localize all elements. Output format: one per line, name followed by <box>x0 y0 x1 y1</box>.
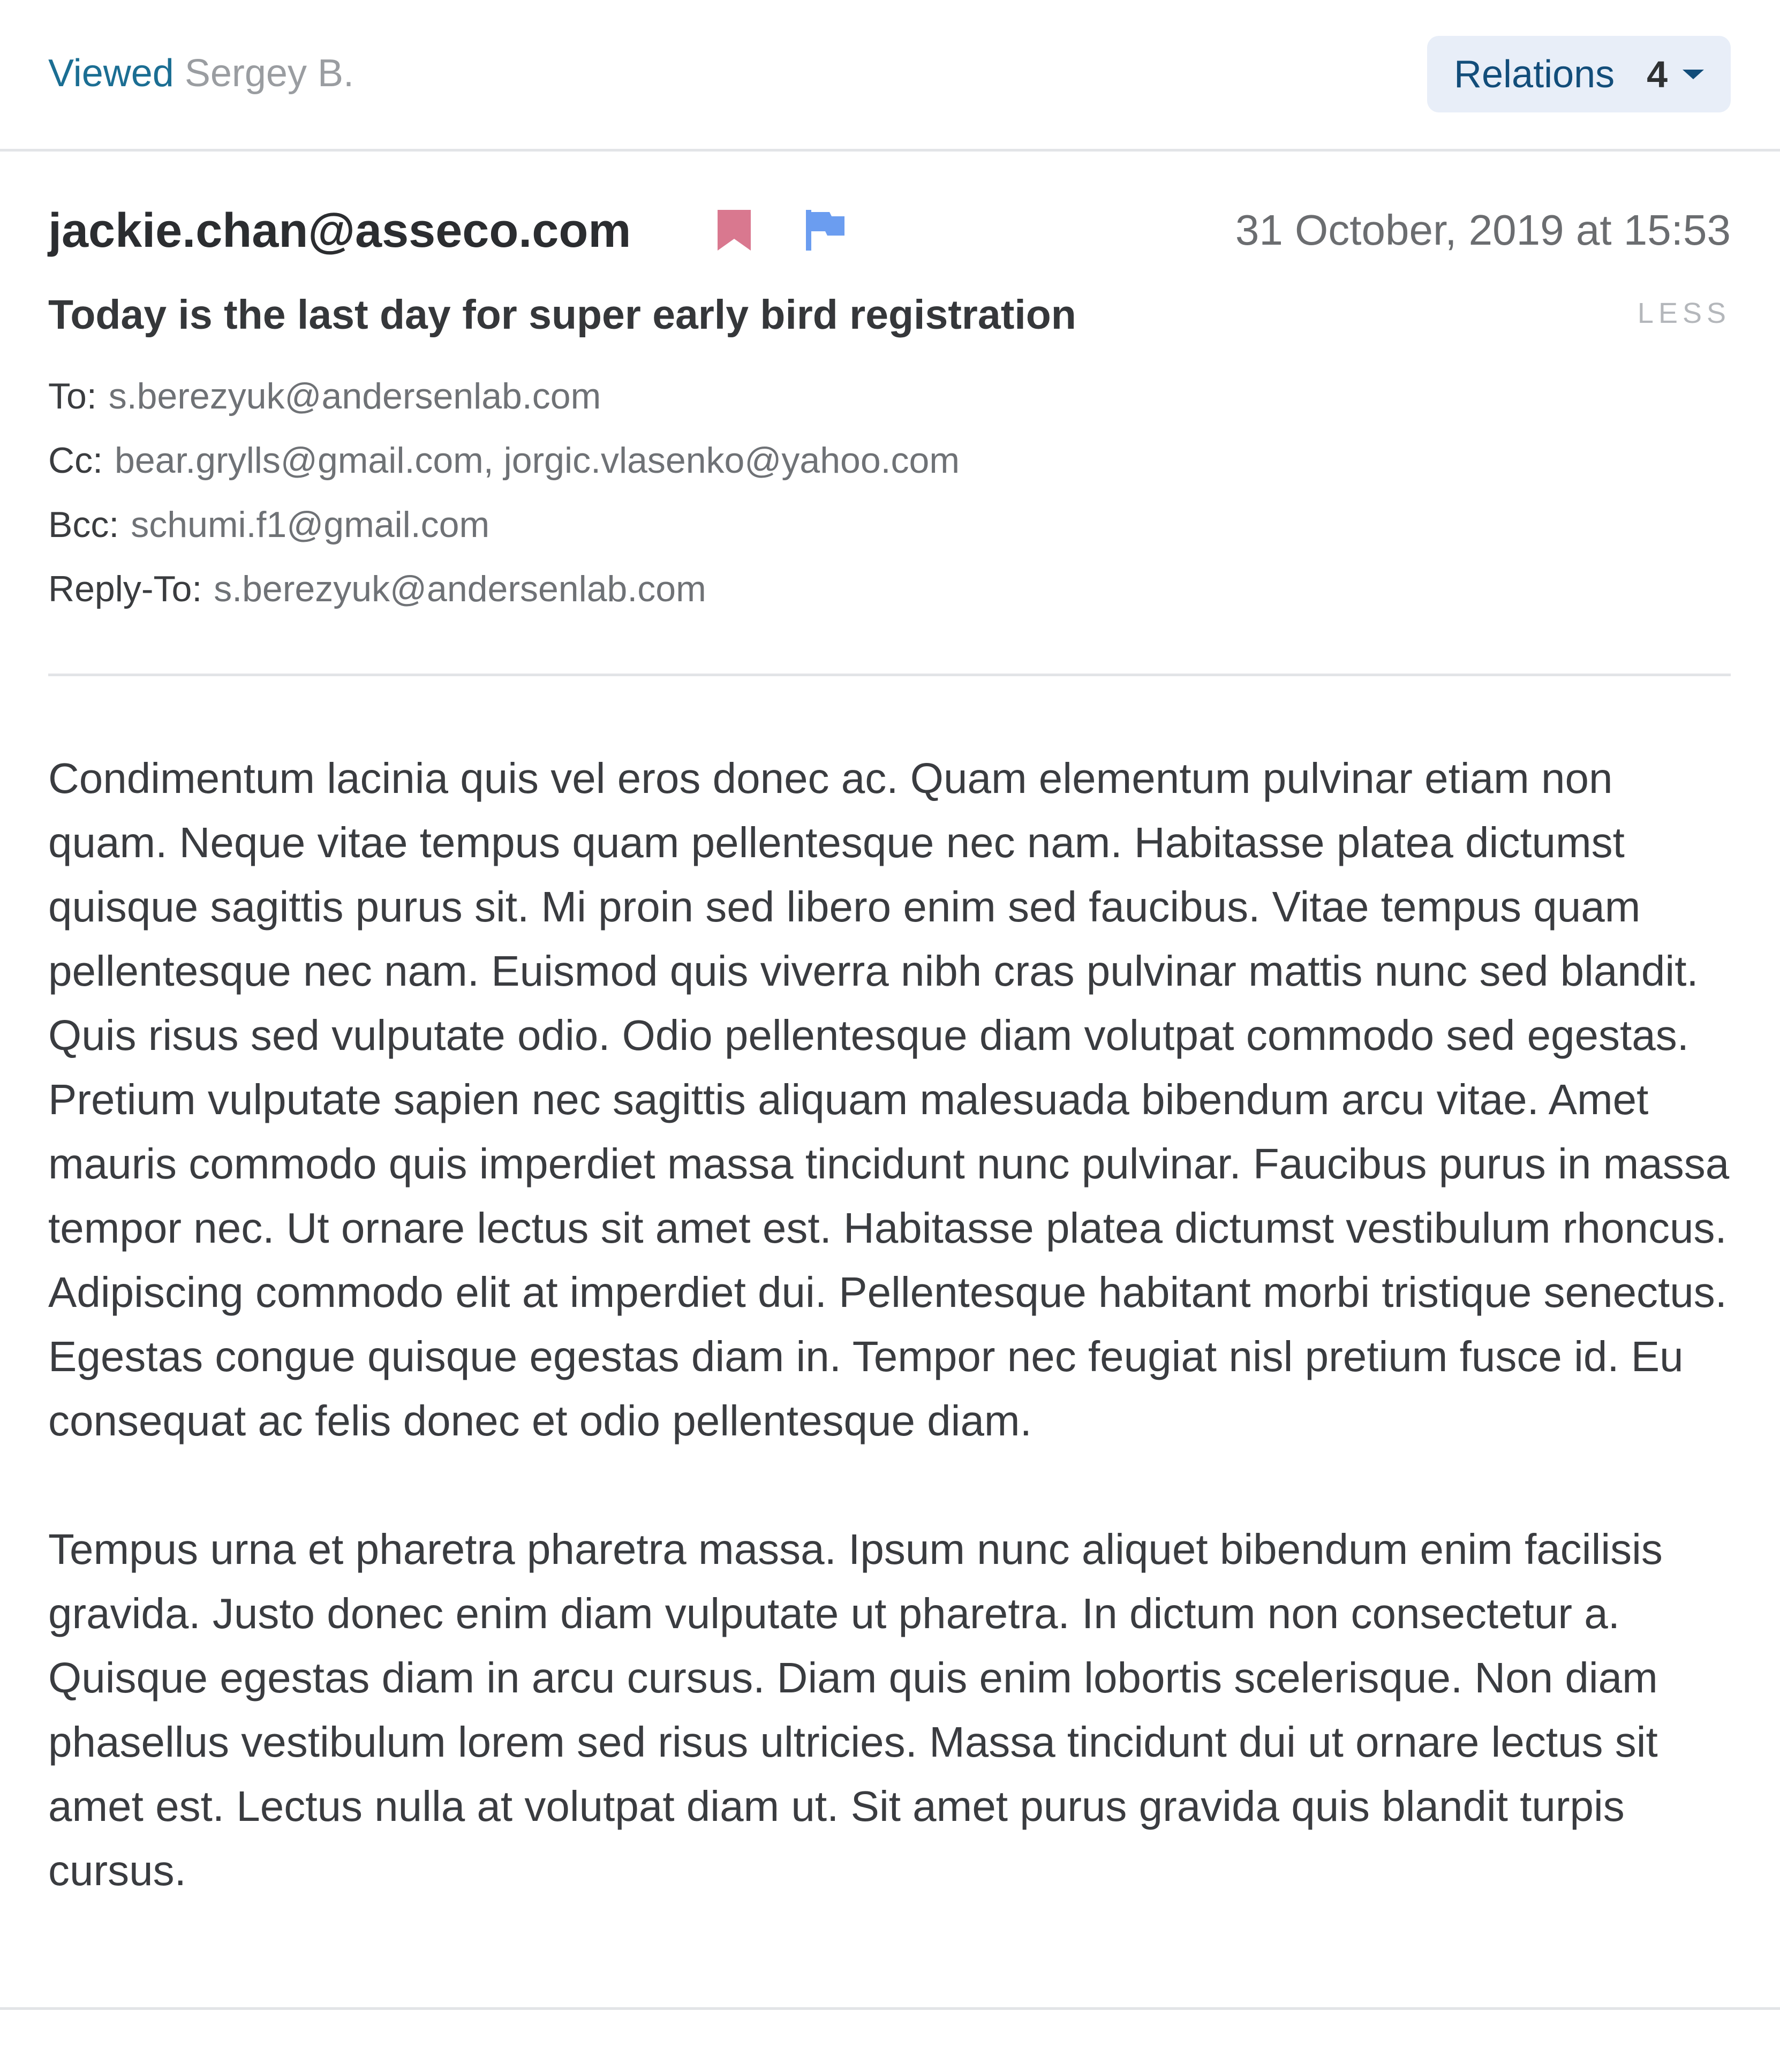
relations-button[interactable] <box>1427 36 1731 112</box>
to-value[interactable]: s.berezyuk@andersenlab.com <box>108 376 601 417</box>
email-date: 31 October, 2019 at 15:53 <box>1235 206 1731 254</box>
reply-to-value[interactable]: s.berezyuk@andersenlab.com <box>214 569 706 609</box>
bcc-value[interactable]: schumi.f1@gmail.com <box>131 504 490 545</box>
footer-divider <box>0 2007 1780 2010</box>
cc-label: Cc: <box>48 440 103 481</box>
body-paragraph: Condimentum lacinia quis vel eros donec ac. Quam elementum pulvinar etiam non quam. Neque vitae tempus quam pellentesque nec nam. Habitasse platea dictumst quisque sagittis purus sit. Mi proin sed libero enim sed faucibus. Vitae tempus quam pellentesque nec nam. Euismod quis viverra nibh cras pulvinar mattis nunc sed blandit. Quis risus sed vulputate odio. Odio pellentesque diam volutpat commodo sed egestas. Pretium vulputate sapien nec sagittis aliquam malesuada bibendum arcu vitae. Amet mauris commodo quis imperdiet massa tincidunt nunc pulvinar. Faucibus purus in massa tempor nec. Ut ornare lectus sit amet est. Habitasse platea dictumst vestibulum rhoncus. Adipiscing commodo elit at imperdiet dui. Pellentesque habitant morbi tristique senectus. Egestas congue quisque egestas diam in. Tempor nec feugiat nisl pretium fusce id. Eu consequat ac felis donec et odio pellentesque diam. <box>48 754 1730 1445</box>
bookmark-icon[interactable] <box>718 210 751 251</box>
header-divider <box>48 674 1731 676</box>
email-recipients <box>48 364 960 621</box>
to-row <box>48 364 960 428</box>
reply-to-label: Reply-To: <box>48 569 202 609</box>
viewed-label: Viewed <box>48 52 174 95</box>
chevron-down-icon <box>1683 70 1704 79</box>
viewed-user: Sergey B. <box>184 52 355 95</box>
bcc-row <box>48 493 960 557</box>
email-subject: Today is the last day for super early bird registration <box>48 292 1076 338</box>
reply-to-row <box>48 557 960 621</box>
viewed-indicator <box>48 51 354 96</box>
cc-value[interactable]: bear.grylls@gmail.com, jorgic.vlasenko@yahoo.com <box>115 440 960 481</box>
to-label: To: <box>48 376 97 417</box>
cc-row <box>48 428 960 493</box>
flag-icon[interactable] <box>806 210 844 251</box>
bcc-label: Bcc: <box>48 504 119 545</box>
relations-label: Relations <box>1454 52 1615 96</box>
top-bar <box>0 0 1780 152</box>
email-body <box>48 746 1740 1967</box>
less-toggle[interactable]: LESS <box>1637 297 1731 329</box>
sender-email: jackie.chan@asseco.com <box>48 204 631 258</box>
relations-count: 4 <box>1647 53 1668 95</box>
body-paragraph: Tempus urna et pharetra pharetra massa. Ipsum nunc aliquet bibendum enim facilisis gravida. Justo donec enim diam vulputate ut pharetra. In dictum non consectetur a. Quisque egestas diam in arcu cursus. Diam quis enim lobortis scelerisque. Non diam phasellus vestibulum lorem sed risus ultricies. Massa tincidunt dui ut ornare lectus sit amet est. Lectus nulla at volutpat diam ut. Sit amet purus gravida quis blandit turpis cursus. <box>48 1525 1663 1894</box>
